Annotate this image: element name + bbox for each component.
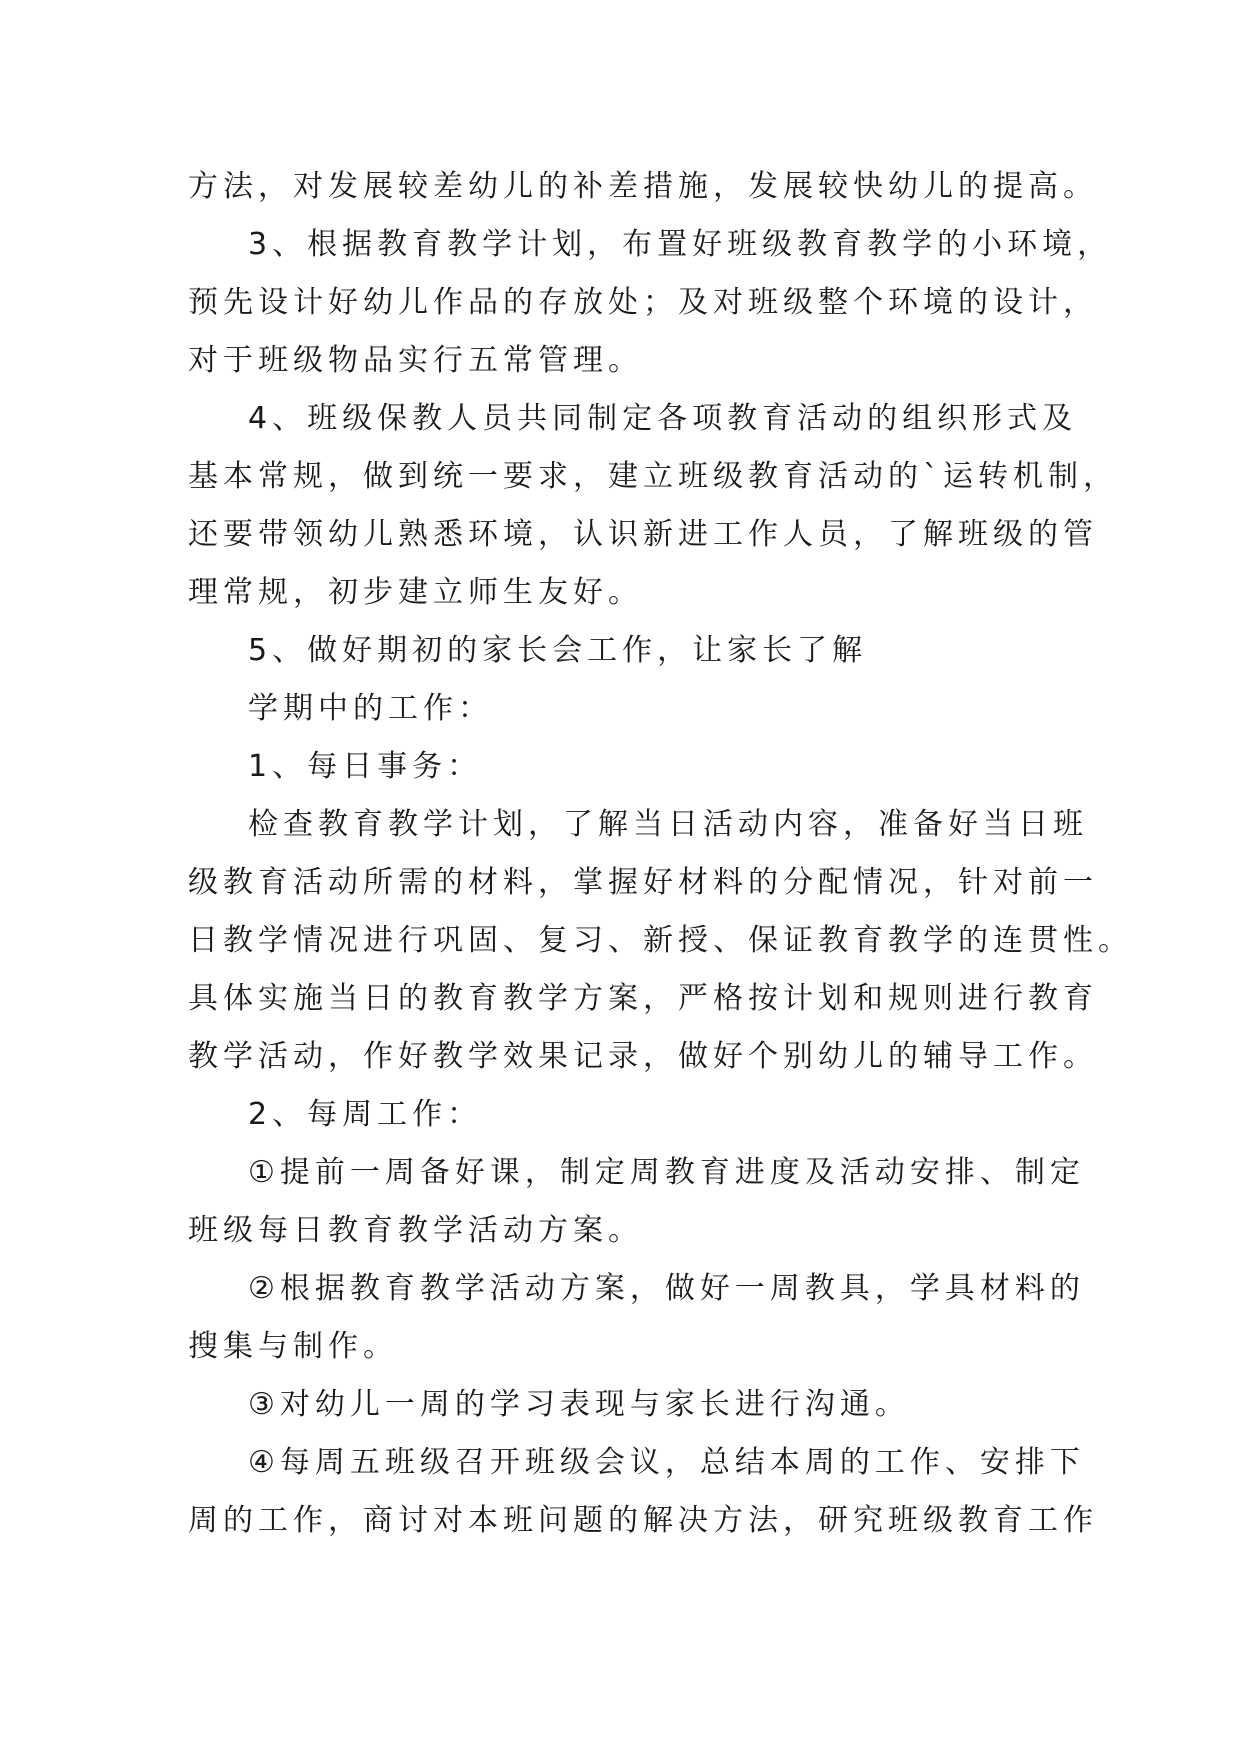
text-line: 5、做好期初的家长会工作，让家长了解 [248, 633, 868, 668]
text-line: ④每周五班级召开班级会议，总结本周的工作、安排下 [248, 1445, 1085, 1480]
text-line: 1、每日事务： [248, 749, 483, 784]
text-line: 检查教育教学计划，了解当日活动内容，准备好当日班 [248, 807, 1088, 842]
text-line: ①提前一周备好课，制定周教育进度及活动安排、制定 [248, 1155, 1085, 1190]
document-body [188, 158, 1133, 1550]
text-line: 教学活动，作好教学效果记录，做好个别幼儿的辅导工作。 [188, 1039, 1098, 1074]
paragraph [188, 1144, 1085, 1260]
text-line: 学期中的工作： [248, 691, 493, 726]
paragraph [188, 680, 1068, 738]
text-line: 理常规，初步建立师生友好。 [188, 575, 643, 610]
text-line: 4、班级保教人员共同制定各项教育活动的组织形式及 [248, 401, 1078, 436]
paragraph [188, 622, 1068, 680]
paragraph [188, 390, 1118, 622]
text-line: 周的工作，商讨对本班问题的解决方法，研究班级教育工作 [188, 1503, 1098, 1538]
text-line: 预先设计好幼儿作品的存放处；及对班级整个环境的设计， [188, 285, 1098, 320]
text-line: 还要带领幼儿熟悉环境，认识新进工作人员，了解班级的管 [188, 517, 1098, 552]
text-line: 基本常规，做到统一要求，建立班级教育活动的`运转机制， [188, 459, 1118, 494]
text-line: 搜集与制作。 [188, 1329, 398, 1364]
paragraph [188, 796, 1133, 1086]
paragraph [188, 158, 1098, 216]
text-line: 对于班级物品实行五常管理。 [188, 343, 643, 378]
paragraph [188, 1086, 1068, 1144]
paragraph [188, 216, 1113, 390]
text-line: 3、根据教育教学计划，布置好班级教育教学的小环境， [248, 227, 1113, 262]
text-line: 方法，对发展较差幼儿的补差措施，发展较快幼儿的提高。 [188, 169, 1098, 204]
paragraph [188, 1260, 1085, 1376]
paragraph [188, 1376, 1068, 1434]
text-line: ②根据教育教学活动方案，做好一周教具，学具材料的 [248, 1271, 1085, 1306]
paragraph [188, 738, 1068, 796]
text-line: 班级每日教育教学活动方案。 [188, 1213, 643, 1248]
text-line: 2、每周工作： [248, 1097, 483, 1132]
text-line: 级教育活动所需的材料，掌握好材料的分配情况，针对前一 [188, 865, 1098, 900]
paragraph [188, 1434, 1098, 1550]
text-line: ③对幼儿一周的学习表现与家长进行沟通。 [248, 1387, 910, 1422]
text-line: 日教学情况进行巩固、复习、新授、保证教育教学的连贯性。 [188, 923, 1133, 958]
text-line: 具体实施当日的教育教学方案，严格按计划和规则进行教育 [188, 981, 1098, 1016]
